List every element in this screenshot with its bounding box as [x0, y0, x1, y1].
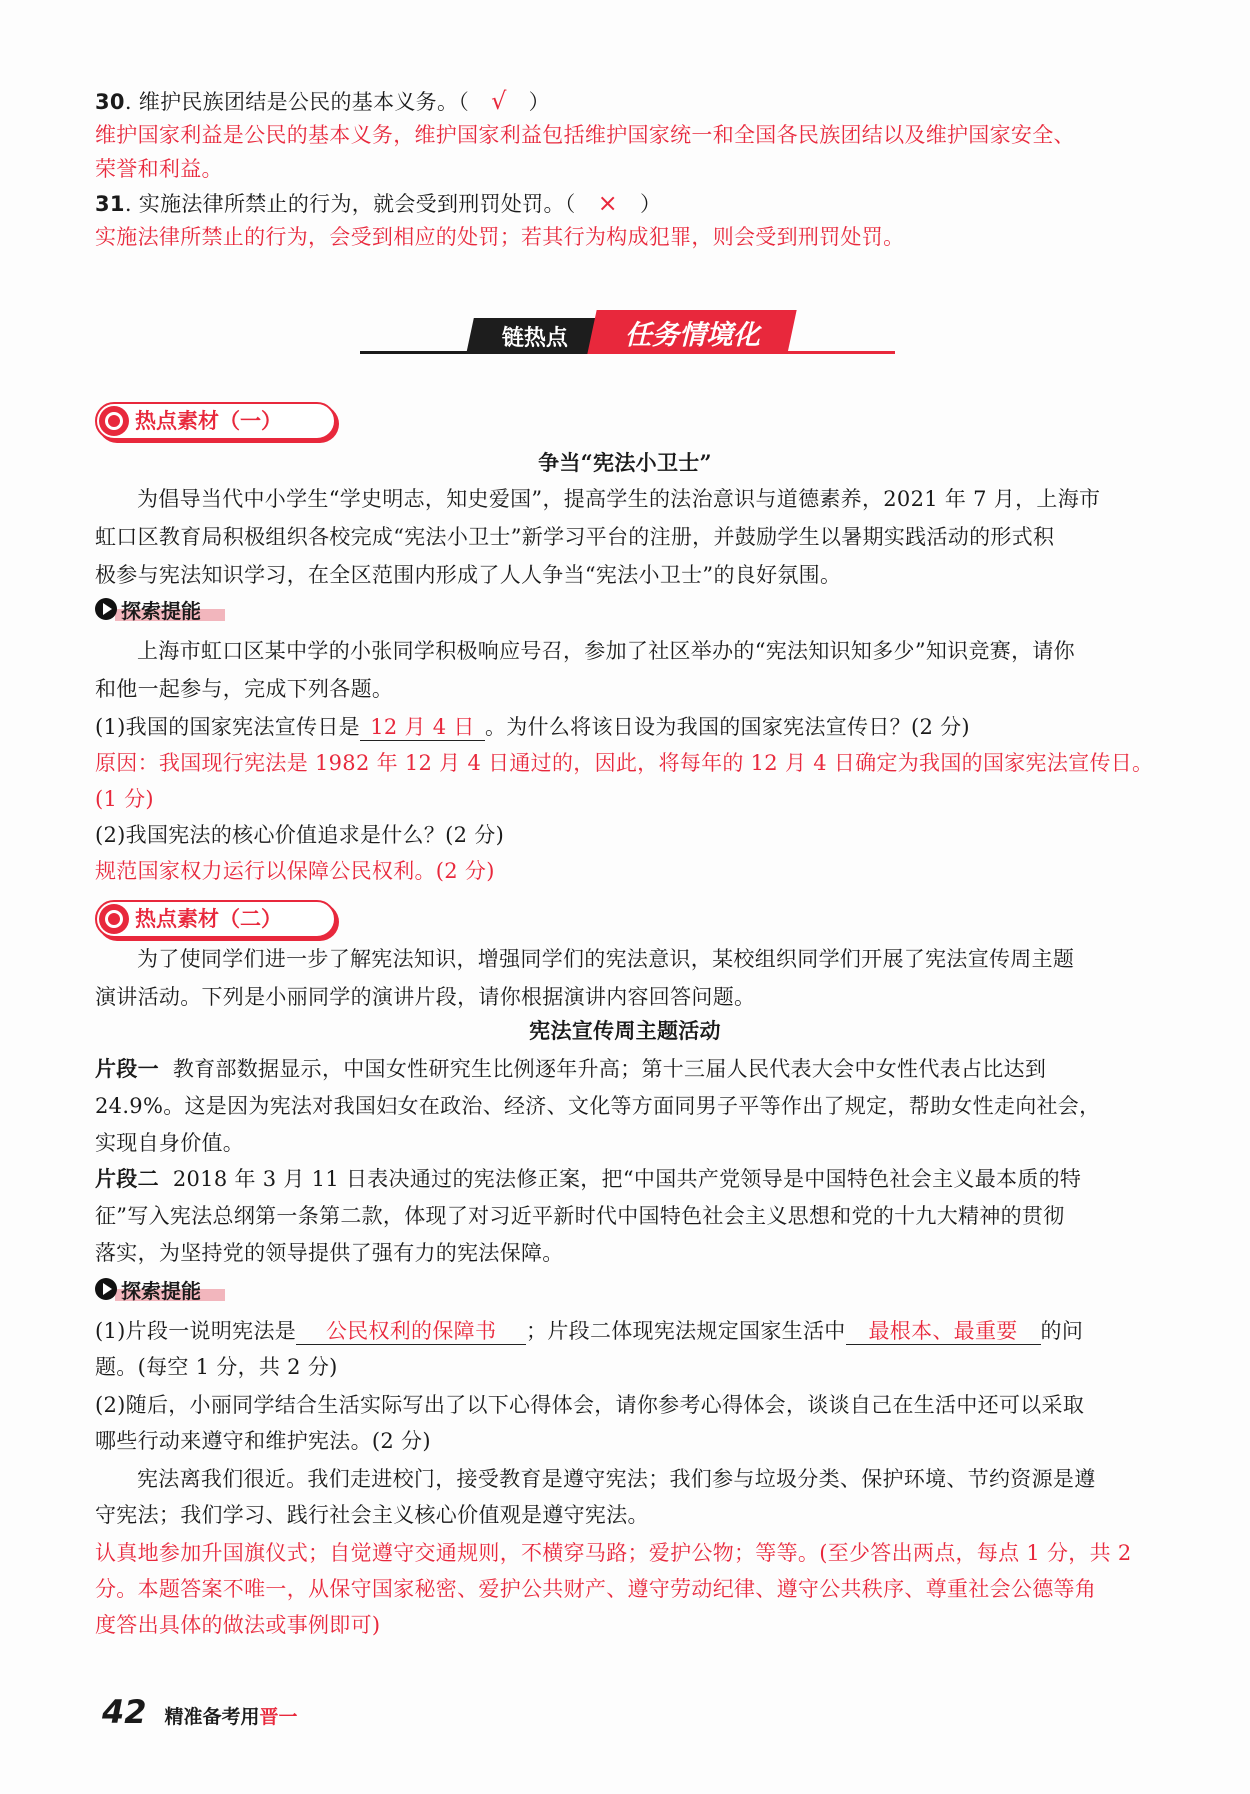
section2-title: 宪法宣传周主题活动 [529, 1018, 721, 1043]
frag2-line-1: 片段二 2018 年 3 月 11 日表决通过的宪法修正案，把“中国共产党领导是中国特色社会主义最本质的特 [95, 1166, 1082, 1191]
play-icon [95, 598, 117, 620]
section1-pill: 热点素材（一） [95, 402, 336, 440]
section2-explore: 探索提能 [95, 1276, 201, 1302]
section2-q2-2: 哪些行动来遵守和维护宪法。(2 分) [95, 1429, 431, 1453]
q30-explain-2: 荣誉和利益。 [95, 157, 223, 181]
frag1-line-3: 实现自身价值。 [95, 1131, 245, 1155]
section1-para-2: 虹口区教育局积极组织各校完成“宪法小卫士”新学习平台的注册，并鼓励学生以暑期实践活动的形式积 [95, 525, 1055, 549]
section1-intro-1: 上海市虹口区某中学的小张同学积极响应号召，参加了社区举办的“宪法知识知多少”知识竞赛，请你 [137, 639, 1075, 663]
q30-explain-1: 维护国家利益是公民的基本义务，维护国家利益包括维护国家统一和全国各民族团结以及维护国家安全、 [95, 123, 1075, 147]
section1-title: 争当“宪法小卫士” [538, 450, 712, 475]
question-30: 30. 维护民族团结是公民的基本义务。（ √ ） [95, 87, 550, 115]
q1-fill-2: 最根本、最重要 [846, 1318, 1041, 1345]
section-banner [360, 318, 895, 360]
section2-q1-cont: 题。(每空 1 分，共 2 分) [95, 1355, 338, 1379]
section1-explore: 探索提能 [95, 596, 201, 622]
play-icon [95, 1278, 117, 1300]
page-footer [102, 1693, 298, 1731]
section1-q1-answer-1: 原因：我国现行宪法是 1982 年 12 月 4 日通过的，因此，将每年的 12 月 4 日确定为我国的国家宪法宣传日。 [95, 751, 1154, 775]
section1-intro-2: 和他一起参与，完成下列各题。 [95, 677, 394, 701]
section1-q2-answer: 规范国家权力运行以保障公民权利。(2 分) [95, 859, 495, 883]
footer-brand: 晋一 [259, 1706, 298, 1728]
section2-q2-1: (2)随后，小丽同学结合生活实际写出了以下心得体会，请你参考心得体会，谈谈自己在生活中还可以采取 [95, 1393, 1085, 1417]
section1-q2: (2)我国宪法的核心价值追求是什么？(2 分) [95, 823, 505, 847]
target-icon [99, 904, 129, 934]
section1-para-1: 为倡导当代中小学生“学史明志，知史爱国”，提高学生的法治意识与道德素养，2021 年 7 月，上海市 [137, 487, 1101, 511]
section2-answer-1: 认真地参加升国旗仪式；自觉遵守交通规则，不横穿马路；爱护公物；等等。(至少答出两点，每点 1 分，共 2 [95, 1541, 1132, 1565]
section2-pill: 热点素材（二） [95, 900, 336, 938]
section2-intro-2: 演讲活动。下列是小丽同学的演讲片段，请你根据演讲内容回答问题。 [95, 985, 756, 1009]
banner-right: 任务情境化 [587, 310, 796, 354]
cross-mark: × [597, 189, 618, 217]
footer-text: 精准备考用 [164, 1706, 260, 1728]
section1-q1-answer-2: (1 分) [95, 787, 154, 811]
section2-intro-1: 为了使同学们进一步了解宪法知识，增强同学们的宪法意识，某校组织同学们开展了宪法宣传周主题 [137, 947, 1075, 971]
section2-note-2: 守宪法；我们学习、践行社会主义核心价值观是遵守宪法。 [95, 1503, 649, 1527]
section2-note-1: 宪法离我们很近。我们走进校门，接受教育是遵守宪法；我们参与垃圾分类、保护环境、节约资源是遵 [137, 1467, 1096, 1491]
q1-fill-answer: 12 月 4 日 [360, 714, 485, 741]
q1-fill-1: 公民权利的保障书 [296, 1318, 526, 1345]
target-icon [99, 406, 129, 436]
check-mark: √ [491, 87, 507, 115]
frag2-line-2: 征”写入宪法总纲第一条第二款，体现了对习近平新时代中国特色社会主义思想和党的十九大精神的贯彻 [95, 1204, 1065, 1228]
question-31: 31. 实施法律所禁止的行为，就会受到刑罚处罚。（ × ） [95, 189, 662, 217]
section2-answer-2: 分。本题答案不唯一，从保守国家秘密、爱护公共财产、遵守劳动纪律、遵守公共秩序、尊重社会公德等角 [95, 1577, 1097, 1601]
banner-left: 链热点 [466, 318, 604, 354]
section2-answer-3: 度答出具体的做法或事例即可) [95, 1613, 381, 1637]
section2-q1: (1)片段一说明宪法是 公民权利的保障书 ；片段二体现宪法规定国家生活中 最根本、最重要 的问 [95, 1319, 1084, 1343]
frag1-line-2: 24.9%。这是因为宪法对我国妇女在政治、经济、文化等方面同男子平等作出了规定，帮助女性走向社会， [95, 1094, 1101, 1118]
section1-para-3: 极参与宪法知识学习，在全区范围内形成了人人争当“宪法小卫士”的良好氛围。 [95, 563, 842, 587]
page-number: 42 [102, 1693, 147, 1731]
section1-q1: (1)我国的国家宪法宣传日是 12 月 4 日 。为什么将该日设为我国的国家宪法宣传日？(2 分) [95, 715, 970, 739]
frag2-line-3: 落实，为坚持党的领导提供了强有力的宪法保障。 [95, 1241, 564, 1265]
q31-explain: 实施法律所禁止的行为，会受到相应的处罚；若其行为构成犯罪，则会受到刑罚处罚。 [95, 225, 905, 249]
frag1-line-1: 片段一 教育部数据显示，中国女性研究生比例逐年升高；第十三届人民代表大会中女性代表占比达到 [95, 1056, 1047, 1081]
